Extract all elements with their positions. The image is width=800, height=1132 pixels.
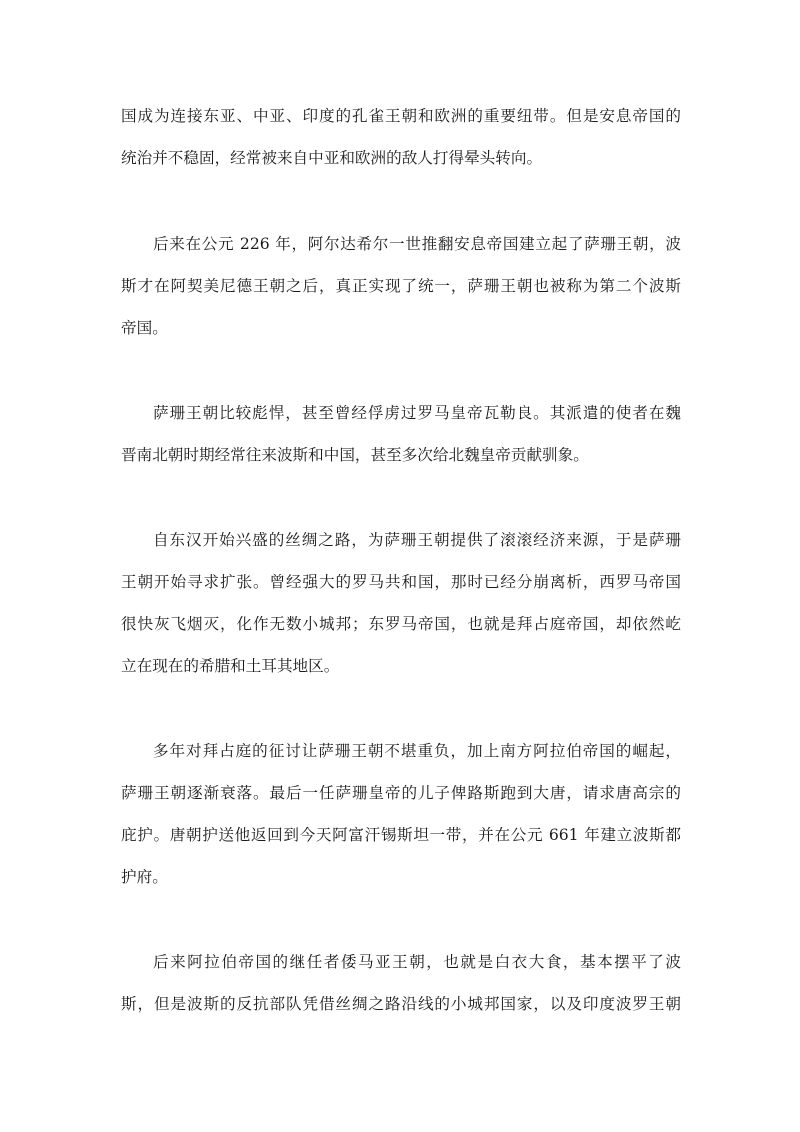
paragraph-2-line-3: 帝国。 <box>121 319 168 337</box>
paragraph-5-line-1: 多年对拜占庭的征讨让萨珊王朝不堪重负，加上南方阿拉伯帝国的崛起， <box>153 742 681 760</box>
paragraph-4-line-3: 很快灰飞烟灭，化作无数小城邦；东罗马帝国，也就是拜占庭帝国，却依然屹 <box>121 615 681 633</box>
paragraph-4-line-2: 王朝开始寻求扩张。曾经强大的罗马共和国，那时已经分崩离析，西罗马帝国 <box>121 573 681 591</box>
paragraph-5-line-4: 护府。 <box>121 868 168 886</box>
paragraph-1-line-1: 国成为连接东亚、中亚、印度的孔雀王朝和欧洲的重要纽带。但是安息帝国的 <box>121 107 681 125</box>
paragraph-6-line-2: 斯，但是波斯的反抗部队凭借丝绸之路沿线的小城邦国家，以及印度波罗王朝 <box>121 995 681 1013</box>
paragraph-5-line-3: 庇护。唐朝护送他返回到今天阿富汗锡斯坦一带，并在公元 661 年建立波斯都 <box>121 826 681 844</box>
paragraph-2-line-2: 斯才在阿契美尼德王朝之后，真正实现了统一，萨珊王朝也被称为第二个波斯 <box>121 277 681 295</box>
paragraph-4-line-1: 自东汉开始兴盛的丝绸之路，为萨珊王朝提供了滚滚经济来源，于是萨珊 <box>153 531 681 549</box>
paragraph-6-line-1: 后来阿拉伯帝国的继任者倭马亚王朝，也就是白衣大食，基本摆平了波 <box>153 953 681 971</box>
paragraph-2-line-1: 后来在公元 226 年，阿尔达希尔一世推翻安息帝国建立起了萨珊王朝，波 <box>153 235 681 253</box>
paragraph-1-line-2: 统治并不稳固，经常被来自中亚和欧洲的敌人打得晕头转向。 <box>121 149 543 167</box>
paragraph-3-line-1: 萨珊王朝比较彪悍，甚至曾经俘虏过罗马皇帝瓦勒良。其派遣的使者在魏 <box>153 404 681 422</box>
paragraph-3-line-2: 晋南北朝时期经常往来波斯和中国，甚至多次给北魏皇帝贡献驯象。 <box>121 446 589 464</box>
paragraph-5-line-2: 萨珊王朝逐渐衰落。最后一任萨珊皇帝的儿子俾路斯跑到大唐，请求唐高宗的 <box>121 784 681 802</box>
paragraph-4-line-4: 立在现在的希腊和土耳其地区。 <box>121 657 340 675</box>
